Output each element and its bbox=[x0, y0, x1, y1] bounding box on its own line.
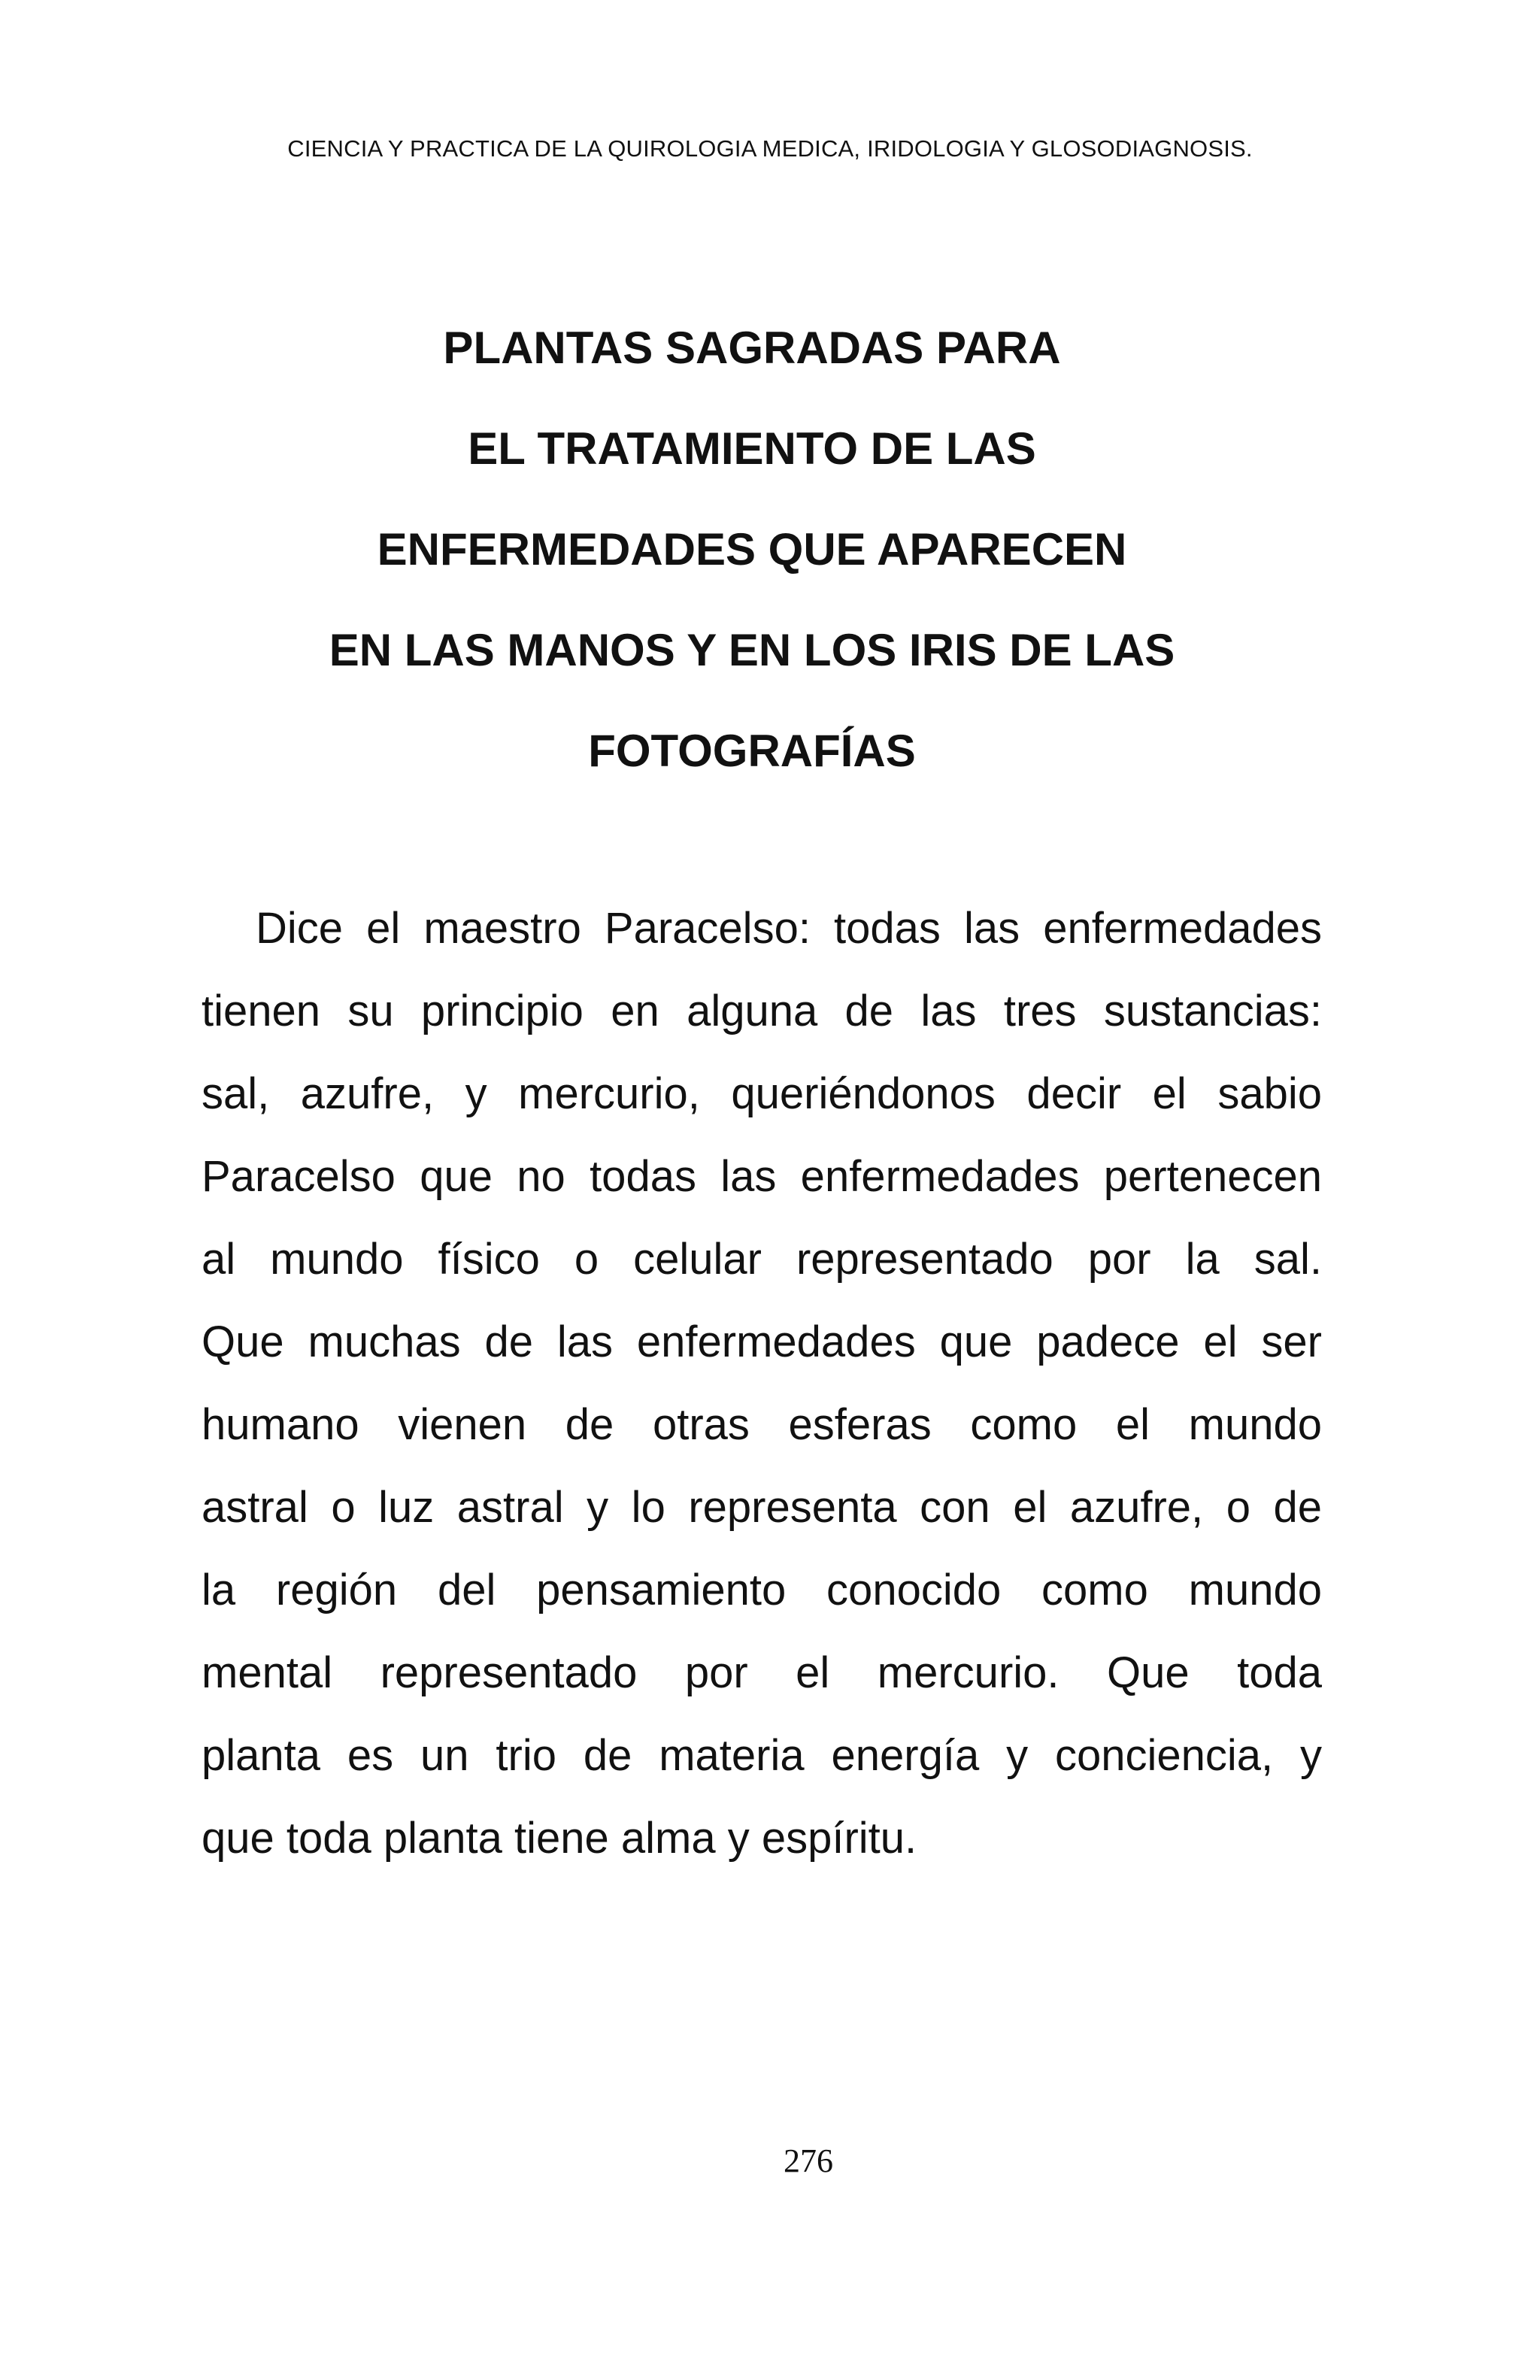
paragraph-line: Que muchas de las enfermedades que padece el ser bbox=[202, 1317, 1322, 1366]
chapter-title-line: PLANTAS SAGRADAS PARA bbox=[443, 323, 1061, 373]
paragraph-line: al mundo físico o celular representado por la sal. bbox=[202, 1235, 1322, 1284]
chapter-title-line: FOTOGRAFÍAS bbox=[588, 726, 916, 776]
chapter-title-line: ENFERMEDADES QUE APARECEN bbox=[377, 524, 1127, 575]
paragraph-line: Dice el maestro Paracelso: todas las enfermedades bbox=[256, 904, 1322, 953]
chapter-title bbox=[0, 298, 1504, 802]
paragraph-line: tienen su principio en alguna de las tres sustancias: bbox=[202, 987, 1322, 1035]
paragraph-line: planta es un trio de materia energía y conciencia, y bbox=[202, 1731, 1322, 1780]
chapter-title-line: EL TRATAMIENTO DE LAS bbox=[468, 423, 1036, 474]
paragraph-line: la región del pensamiento conocido como mundo bbox=[202, 1566, 1322, 1614]
paragraph-line: humano vienen de otras esferas como el mundo bbox=[202, 1400, 1322, 1449]
chapter-title-line: EN LAS MANOS Y EN LOS IRIS DE LAS bbox=[329, 625, 1175, 675]
paragraph-line: mental representado por el mercurio. Que toda bbox=[202, 1648, 1322, 1697]
paragraph-line: astral o luz astral y lo representa con el azufre, o de bbox=[202, 1483, 1322, 1532]
running-header: CIENCIA Y PRACTICA DE LA QUIROLOGIA MEDICA, IRIDOLOGIA Y GLOSODIAGNOSIS. bbox=[287, 135, 1253, 162]
paragraph-line: Paracelso que no todas las enfermedades pertenecen bbox=[202, 1152, 1322, 1201]
body-paragraph bbox=[202, 887, 1322, 1880]
paragraph-line: que toda planta tiene alma y espíritu. bbox=[202, 1814, 917, 1863]
paragraph-line: sal, azufre, y mercurio, queriéndonos decir el sabio bbox=[202, 1069, 1322, 1118]
page-number: 276 bbox=[784, 2142, 833, 2179]
